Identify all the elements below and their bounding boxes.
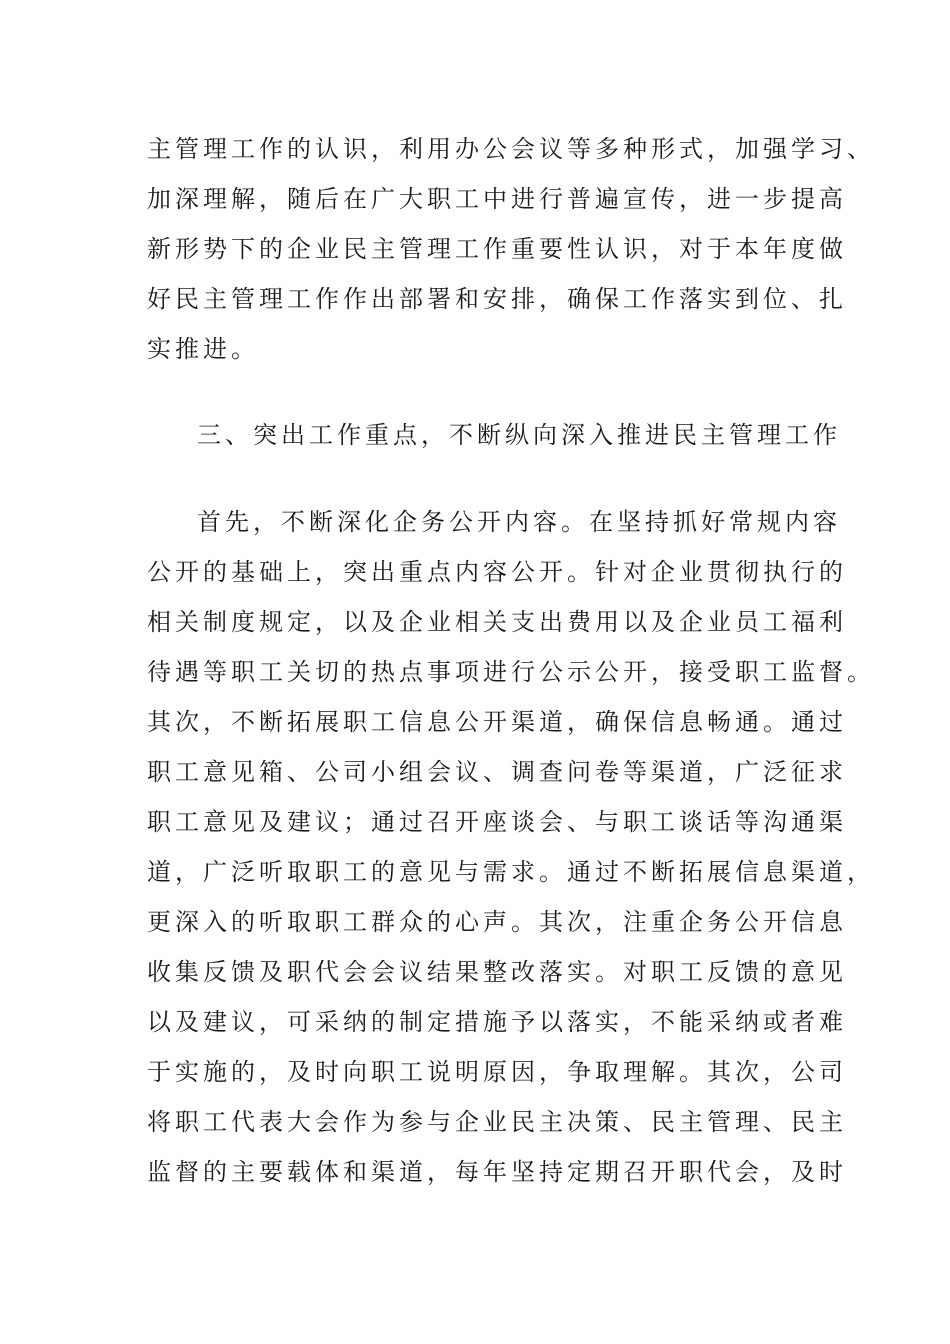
paragraph-2-line-6: 职工意见箱、公司小组会议、调查问卷等渠道，广泛征求: [147, 758, 847, 786]
section-heading: 三、突出工作重点，不断纵向深入推进民主管理工作: [197, 421, 841, 449]
paragraph-1-line-3: 新形势下的企业民主管理工作重要性认识，对于本年度做: [147, 235, 847, 263]
paragraph-2-line-10: 收集反馈及职代会会议结果整改落实。对职工反馈的意见: [147, 958, 847, 986]
paragraph-2-line-13: 将职工代表大会作为参与企业民主决策、民主管理、民主: [147, 1108, 847, 1136]
paragraph-1-line-5: 实推进。: [147, 335, 259, 363]
paragraph-2-line-4: 待遇等职工关切的热点事项进行公示公开，接受职工监督。: [147, 658, 875, 686]
paragraph-2-line-2: 公开的基础上，突出重点内容公开。针对企业贯彻执行的: [147, 558, 847, 586]
paragraph-2-line-5: 其次，不断拓展职工信息公开渠道，确保信息畅通。通过: [147, 708, 847, 736]
paragraph-2-line-11: 以及建议，可采纳的制定措施予以落实，不能采纳或者难: [147, 1008, 847, 1036]
paragraph-2-line-7: 职工意见及建议；通过召开座谈会、与职工谈话等沟通渠: [147, 808, 847, 836]
paragraph-1-line-1: 主管理工作的认识，利用办公会议等多种形式，加强学习、: [147, 135, 875, 163]
paragraph-2-line-14: 监督的主要载体和渠道，每年坚持定期召开职代会，及时: [147, 1158, 847, 1186]
paragraph-1-line-4: 好民主管理工作作出部署和安排，确保工作落实到位、扎: [147, 285, 847, 313]
paragraph-2-line-12: 于实施的，及时向职工说明原因，争取理解。其次，公司: [147, 1058, 847, 1086]
paragraph-2-line-3: 相关制度规定，以及企业相关支出费用以及企业员工福利: [147, 608, 847, 636]
paragraph-2-line-8: 道，广泛听取职工的意见与需求。通过不断拓展信息渠道，: [147, 858, 875, 886]
paragraph-1-line-2: 加深理解，随后在广大职工中进行普遍宣传，进一步提高: [147, 185, 847, 213]
paragraph-2-line-9: 更深入的听取职工群众的心声。其次，注重企务公开信息: [147, 908, 847, 936]
paragraph-2-line-1: 首先，不断深化企务公开内容。在坚持抓好常规内容: [197, 508, 841, 536]
